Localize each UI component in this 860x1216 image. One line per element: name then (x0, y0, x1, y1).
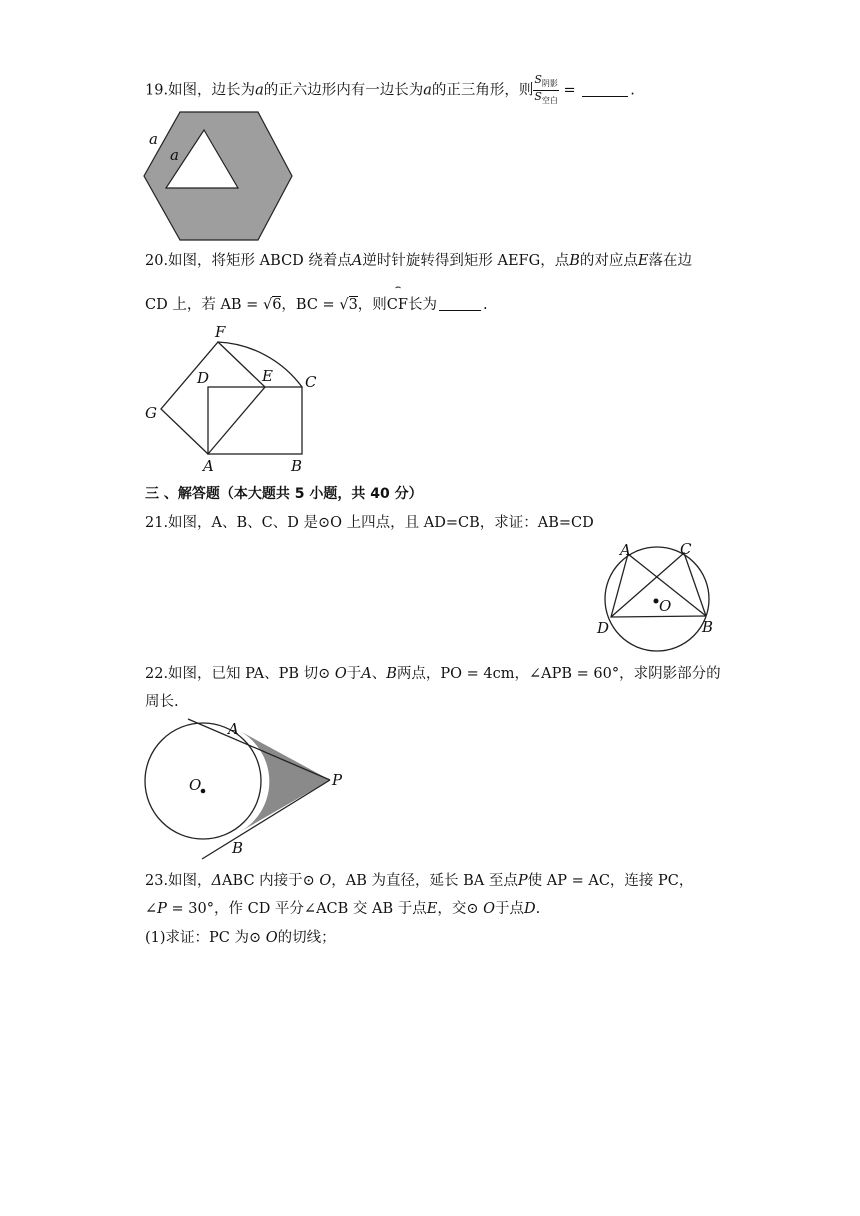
q23-part1: (1)求证：PC 为⊙ O的切线； (145, 930, 336, 946)
arc-mark: ⌢ (394, 282, 402, 293)
label-g: G (145, 404, 157, 422)
section-heading: 三 、解答题（本大题共 5 小题，共 40 分） (145, 486, 423, 502)
arc-fc (218, 342, 302, 387)
label-d: D (597, 619, 610, 637)
center-dot (654, 599, 659, 604)
q20-line1: 20.如图，将矩形 ABCD 绕着点A逆时针旋转得到矩形 AEFG，点B的对应点E落在边 (145, 253, 692, 269)
label-c: C (680, 540, 692, 558)
rectangle-rotation-figure (140, 325, 340, 475)
q22-line2: 周长. (145, 694, 179, 710)
hexagon-figure (140, 110, 300, 245)
tangent-circle-figure (140, 718, 360, 863)
label-o: O (189, 776, 202, 794)
center-dot (201, 789, 206, 794)
label-c: C (305, 373, 317, 391)
tangent-pa (188, 719, 330, 780)
circle-chords-figure (592, 540, 722, 660)
label-b: B (291, 457, 303, 475)
shaded-region (238, 730, 330, 833)
label-f: F (215, 323, 226, 341)
label-o: O (659, 597, 672, 615)
answer-blank (582, 82, 628, 97)
q23-line2: ∠P = 30°，作 CD 平分∠ACB 交 AB 于点E，交⊙ O于点D. (145, 901, 541, 917)
q21-text: 21.如图，A、B、C、D 是⊙O 上四点，且 AD=CB，求证：AB=CD (145, 515, 594, 531)
label-b: B (702, 618, 714, 636)
sqrt-3: √3 (339, 297, 358, 313)
tangent-pb (202, 780, 330, 859)
sqrt-6: √6 (262, 297, 282, 313)
circle-o (145, 723, 261, 839)
label-p: P (332, 771, 343, 789)
rectangle-abcd (208, 387, 302, 454)
label-d: D (197, 369, 210, 387)
hexagon-side-label: a (149, 130, 158, 148)
area-ratio-fraction: $\frac{S_{阴影}}{S_{空白}}$ (534, 73, 558, 106)
arc-cf: ⌢ CF (386, 282, 408, 313)
q23-line1: 23.如图，ΔABC 内接于⊙ O，AB 为直径，延长 BA 至点P使 AP = AC，连接 PC， (145, 873, 694, 889)
label-a: A (620, 541, 631, 559)
answer-blank (439, 296, 481, 311)
label-e: E (262, 367, 273, 385)
q19-text: 19.如图，边长为a的正六边形内有一边长为a的正三角形，则 $\frac{S_{阴影}}{S_{空白}}$ = . (145, 73, 635, 106)
label-b: B (232, 839, 244, 857)
label-a: A (228, 720, 239, 738)
q20-line2: CD 上，若 AB = √6，BC = √3，则 ⌢ CF长为 . (145, 282, 488, 313)
rectangle-aefg (161, 342, 265, 454)
triangle-side-label: a (170, 146, 179, 164)
q22-line1: 22.如图，已知 PA、PB 切⊙ O于A、B两点，PO = 4cm，∠APB = 60°，求阴影部分的 (145, 666, 721, 682)
label-a: A (203, 457, 214, 475)
